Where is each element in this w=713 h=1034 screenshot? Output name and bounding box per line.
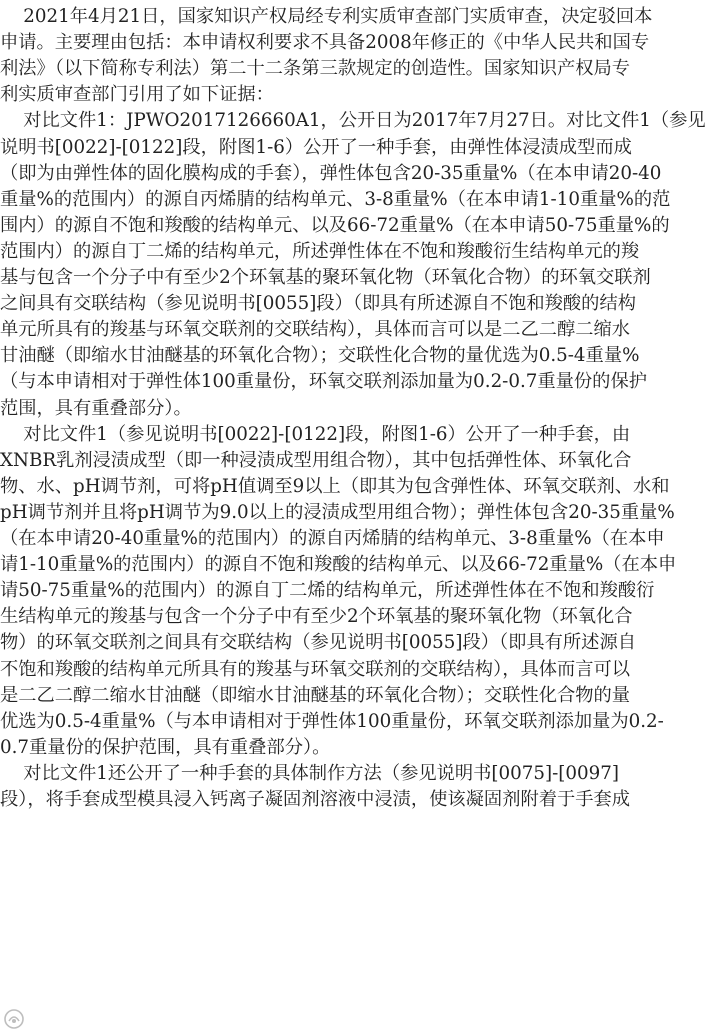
text-line: 不饱和羧酸的结构单元所具有的羧基与环氧交联剂的交联结构），具体而言可以	[0, 658, 631, 680]
text-line: XNBR乳剂浸渍成型（即一种浸渍成型用组合物），其中包括弹性体、环氧化合	[0, 449, 632, 471]
text-line: 段），将手套成型模具浸入钙离子凝固剂溶液中浸渍，使该凝固剂附着于手套成	[0, 789, 631, 810]
text-line: 对比文件1还公开了一种手套的具体制作方法（参见说明书[0075]-[0097]	[0, 762, 620, 784]
text-line: 对比文件1（参见说明书[0022]-[0122]段，附图1-6）公开了一种手套，由	[0, 423, 631, 445]
text-line: 基与包含一个分子中有至少2个环氧基的聚环氧化物（环氧化合物）的环氧交联剂	[0, 267, 651, 288]
text-line: 请1-10重量%的范围内）的源自不饱和羧酸的结构单元、以及66-72重量%（在本申	[0, 554, 677, 576]
brand-logo-icon	[4, 1009, 24, 1029]
text-line: （在本申请20-40重量%的范围内）的源自丙烯腈的结构单元、3-8重量%（在本申	[0, 528, 665, 549]
text-line: 之间具有交联结构（参见说明书[0055]段）（即具有所述源自不饱和羧酸的结构	[0, 293, 636, 315]
text-line: pH调节剂并且将pH调节为9.0以上的浸渍成型用组合物）；弹性体包含20-35重量%	[0, 501, 675, 523]
text-line: 0.7重量份的保护范围，具有重叠部分）。	[0, 736, 331, 758]
text-line: 利实质审查部门引用了如下证据：	[0, 84, 274, 106]
text-line: 单元所具有的羧基与环氧交联剂的交联结构），具体而言可以是二乙二醇二缩水	[0, 319, 631, 341]
text-line: 2021年4月21日，国家知识产权局经专利实质审查部门实质审查，决定驳回本	[0, 6, 653, 27]
text-line: 优选为0.5-4重量%（与本申请相对于弹性体100重量份，环氧交联剂添加量为0.2-	[0, 710, 664, 732]
text-line: 生结构单元的羧基与包含一个分子中有至少2个环氧基的聚环氧化物（环氧化合	[0, 606, 633, 628]
watermark	[4, 1006, 24, 1032]
text-line: 是二乙二醇二缩水甘油醚（即缩水甘油醚基的环氧化合物）；交联性化合物的量	[0, 684, 631, 706]
text-line: 重量%的范围内）的源自丙烯腈的结构单元、3-8重量%（在本申请1-10重量%的范	[0, 188, 671, 210]
text-line: 请50-75重量%的范围内）的源自丁二烯的结构单元，所述弹性体在不饱和羧酸衍	[0, 580, 655, 602]
text-line: 围内）的源自不饱和羧酸的结构单元、以及66-72重量%（在本申请50-75重量%的	[0, 214, 670, 236]
text-line: 甘油醚（即缩水甘油醚基的环氧化合物）；交联性化合物的量优选为0.5-4重量%	[0, 345, 640, 367]
text-line: 申请。主要理由包括：本申请权利要求不具备2008年修正的《中华人民共和国专	[0, 32, 650, 54]
text-line: 对比文件1：JPWO2017126660A1，公开日为2017年7月27日。对比文件1（参见	[0, 110, 706, 132]
text-line: （即为由弹性体的固化膜构成的手套），弹性体包含20-35重量%（在本申请20-40	[0, 162, 662, 184]
text-line: 物）的环氧交联剂之间具有交联结构（参见说明书[0055]段）（即具有所述源自	[0, 632, 636, 654]
text-line: （与本申请相对于弹性体100重量份，环氧交联剂添加量为0.2-0.7重量份的保护	[0, 371, 647, 393]
text-line: 物、水、pH调节剂，可将pH值调至9以上（即其为包含弹性体、环氧交联剂、水和	[0, 475, 670, 497]
text-line: 范围，具有重叠部分）。	[0, 397, 192, 419]
text-line: 说明书[0022]-[0122]段，附图1-6）公开了一种手套，由弹性体浸渍成型而成	[0, 136, 632, 158]
text-line: 利法》（以下简称专利法）第二十二条第三款规定的创造性。国家知识产权局专	[0, 58, 631, 80]
text-line: 范围内）的源自丁二烯的结构单元，所述弹性体在不饱和羧酸衍生结构单元的羧	[0, 240, 640, 262]
